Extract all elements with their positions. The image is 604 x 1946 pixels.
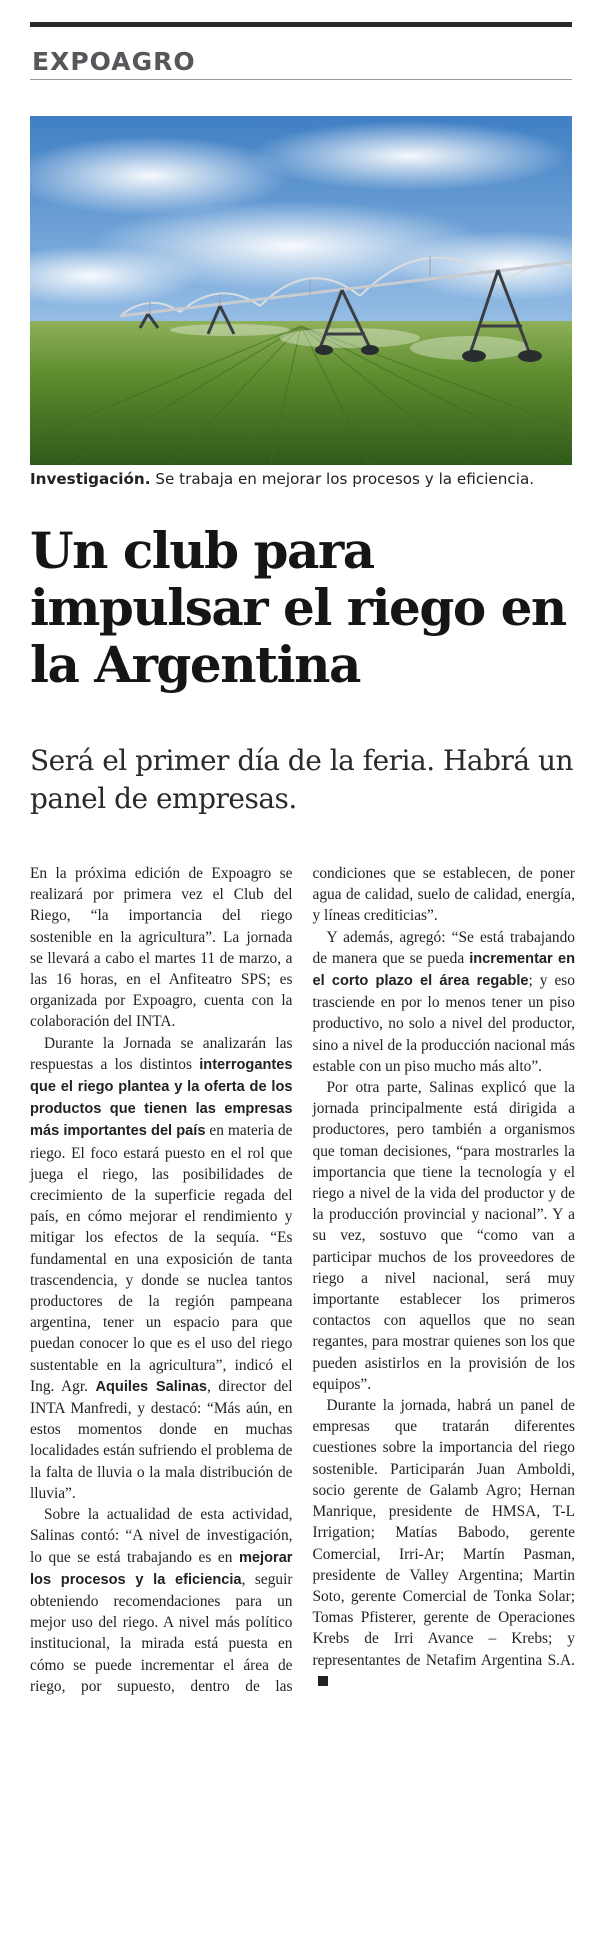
paragraph-6: Durante la jornada, habrá un panel de empresas que tratarán diferentes cuestiones sobre la importancia del riego sostenible. Participarán Juan Amboldi, socio gerente de Galamb Agro; Hernan Manrique, presidente de HMSA, T-L Irrigation; Matías Babodo, gerente Comercial, Irri-Ar; Martín Pasman, presidente de Valley Argentina; Martin Soto, gerente Comercial de Tonka Solar; Tomas Pfisterer, gerente de Operaciones Krebs de Irri Avance – Krebs; y representantes de Netafim Argentina S.A.	[313, 1395, 576, 1692]
paragraph-5: Por otra parte, Salinas explicó que la jornada principalmente está dirigida a productores, pero también a organismos que toman decisiones, “para mostrarles la importancia que tiene la tecnología y el riego a nivel de la vida del productor y de la producción provincial y nacional”. Y a su vez, sostuvo que “como van a participar muchos de los proveedores de riego a nivel nacional, será muy importante establecer los primeros contactos con aquellos que no sean regantes, para mostrar quienes son los que pueden asistirlos en la provisión de los equipos”.	[312, 1079, 575, 1393]
caption-lead: Investigación.	[30, 470, 151, 488]
photo-caption	[30, 470, 575, 488]
paragraph-3: Sobre la actualidad de esta actividad, Salinas contó: “A nivel de investigación, lo que se está trabajando es en mejorar los procesos y la eficiencia, seguir obteniendo recomendaciones para un mejor uso del riego. A nivel más político institucional, la mirada está puesta en cómo se puede incrementar el área de riego, por supuesto, dentro de las condiciones que se establecen, de poner agua de calidad, suelo de calidad, energía, y líneas crediticias”.	[30, 865, 575, 1695]
irrigation-pivot-photo	[30, 116, 572, 465]
caption-text: Se trabaja en mejorar los procesos y la eficiencia.	[155, 470, 535, 488]
highlight-text: interrogantes que el riego plantea y la oferta de los productos que tienen las empresas más importantes del país	[30, 1056, 293, 1140]
paragraph-4: Y además, agregó: “Se está trabajando de manera que se pueda incrementar en el corto plazo el área regable; y eso trasciende en por lo menos tener un piso productivo, no solo a nivel del productor, sino a nivel de la producción nacional más estable con un piso mucho más alto”.	[312, 928, 575, 1075]
end-of-article-mark	[318, 1676, 328, 1686]
article-headline: Un club para impulsar el riego en la Argentina	[30, 521, 566, 694]
article-subhead: Será el primer día de la feria. Habrá un panel de empresas.	[30, 744, 574, 815]
section-label: EXPOAGRO	[32, 47, 196, 76]
section-header	[30, 22, 572, 80]
highlight-text: mejorar los procesos y la eficiencia	[30, 1549, 293, 1588]
highlight-name: Aquiles Salinas	[95, 1378, 207, 1395]
paragraph-2: Durante la Jornada se analizarán las respuestas a los distintos interrogantes que el riego plantea y la oferta de los productos que tienen las empresas más importantes del país en materia de riego. El foco estará puesto en el rol que juega el riego, las posibilidades de crecimiento de la superficie regada del país, en cómo mejorar el rendimiento y mitigar los efectos de la sequía. “Es fundamental en una exposición de tanta trascendencia, y donde se nuclea tantos productores de la región pampeana argentina, tener un espacio para que puedan conocer lo que es el uso del riego sustentable en la agricultura”, indicó el Ing. Agr. Aquiles Salinas, director del INTA Manfredi, y destacó: “Más aún, en estos momentos donde en muchas localidades están sufriendo el problema de la falta de lluvia o la mala distribución de lluvia”.	[30, 1034, 293, 1502]
article-photo	[30, 116, 572, 465]
highlight-text: incrementar en el corto plazo el área regable	[312, 950, 575, 990]
article-body	[30, 863, 575, 1923]
paragraph-1: En la próxima edición de Expoagro se realizará por primera vez el Club del Riego, “la importancia del riego sostenible en la agricultura”. La jornada se llevará a cabo el martes 11 de marzo, a las 16 horas, en el Anfiteatro SPS; es organizada por Expoagro, cuenta con la colaboración del INTA.	[30, 865, 293, 1031]
